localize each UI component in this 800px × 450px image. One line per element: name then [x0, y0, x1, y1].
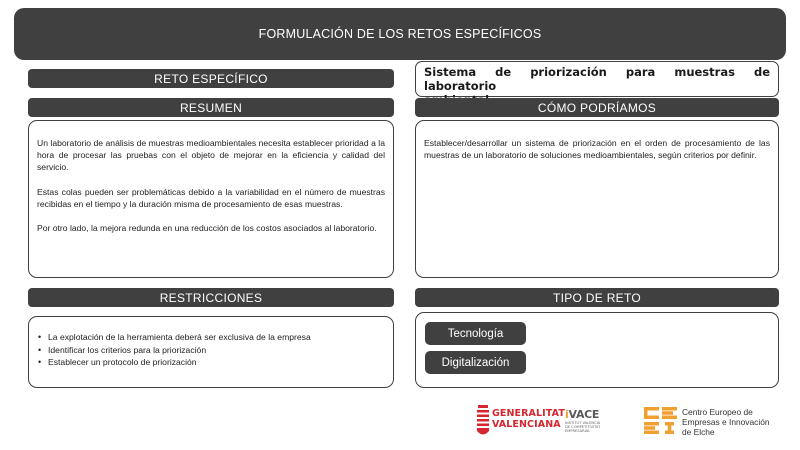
resumen-label: RESUMEN	[28, 98, 394, 117]
ivace-subtitle: INSTITUT VALENCIÀ DE COMPETITIVITAT EMPRESARIAL	[565, 421, 601, 433]
resumen-paragraph-2: Estas colas pueden ser problemáticas debido a la variabilidad en el número de muestras recibidas en el tiempo y la duración misma de procesamiento de esas muestras.	[37, 186, 385, 209]
ivace-logo	[565, 408, 601, 433]
generalitat-valenciana-logo-icon	[476, 404, 490, 438]
como-podriamos-box	[415, 120, 779, 278]
reto-title-line1: Sistema de priorización para muestras de laboratorio	[424, 65, 770, 93]
header-banner	[14, 8, 786, 60]
generalitat-valenciana-text	[492, 409, 565, 430]
reto-especifico-label: RETO ESPECÍFICO	[28, 69, 394, 88]
como-podriamos-label: CÓMO PODRÍAMOS	[415, 98, 779, 117]
resumen-paragraph-3: Por otro lado, la mejora redunda en una reducción de los costos asociados al laboratorio.	[37, 223, 377, 234]
gv-line-2: VALENCIANA	[492, 418, 561, 430]
list-item: • La explotación de la herramienta deberá ser exclusiva de la empresa	[35, 331, 387, 343]
tecnologia-chip: Tecnología	[425, 322, 526, 345]
restricciones-label: RESTRICCIONES	[28, 288, 394, 307]
list-item: • Establecer un protocolo de priorización	[35, 356, 387, 368]
ceei-text	[682, 407, 770, 437]
tipo-de-reto-label: TIPO DE RETO	[415, 288, 779, 307]
como-podriamos-text: Establecer/desarrollar un sistema de priorización en el orden de procesamiento de las muestras de un laboratorio de soluciones medioambientales, según criterios por definir.	[424, 138, 770, 161]
digitalizacion-chip: Digitalización	[425, 351, 526, 374]
ivace-i: i	[565, 408, 569, 421]
resumen-paragraph-1: Un laboratorio de análisis de muestras medioambientales necesita establecer prioridad a la hora de procesar las pruebas con el objeto de mejorar en la eficiencia y calidad del servicio.	[37, 138, 385, 173]
ceei-logo-icon	[644, 407, 678, 435]
resumen-box	[28, 120, 394, 278]
ivace-rest: VACE	[568, 408, 600, 421]
restricciones-box	[28, 316, 394, 388]
list-item: • Identificar los criterios para la priorización	[35, 344, 387, 356]
ceei-line-2: Empresas e Innovación	[682, 417, 770, 427]
ceei-line-1: Centro Europeo de	[682, 407, 753, 417]
ceei-line-3: de Elche	[682, 427, 715, 437]
page-title: FORMULACIÓN DE LOS RETOS ESPECÍFICOS	[258, 27, 542, 41]
gv-line-1: GENERALITAT	[492, 408, 565, 419]
restricciones-list	[35, 331, 387, 369]
ivace-wordmark	[565, 408, 601, 421]
reto-title-box	[415, 61, 779, 97]
